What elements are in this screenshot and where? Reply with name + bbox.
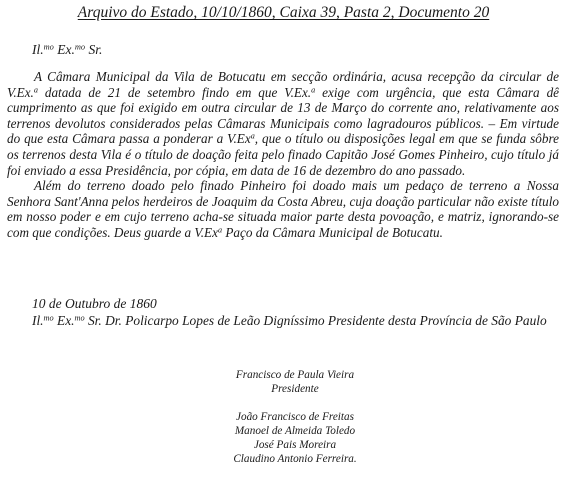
document-title: Arquivo do Estado, 10/10/1860, Caixa 39, Pasta 2, Documento 20 bbox=[77, 4, 490, 21]
signature-member: Claudino Antonio Ferreira. bbox=[233, 453, 357, 465]
letter-body bbox=[7, 69, 559, 241]
signature-member: José Pais Moreira bbox=[253, 439, 337, 451]
signature-member: Manoel de Almeida Toledo bbox=[234, 425, 356, 437]
signature-block bbox=[150, 368, 440, 466]
paragraph-1: A Câmara Municipal da Vila de Botucatu em secção ordinária, acusa recepção da circular de V.Ex.$^a$ datada de 21 de setembro findo em que V.Ex.$^a$ exige com urgência, que esta Câmara dê cumprimento as que foi exigido em outra circular de 13 de Março do corrente ano, relativamente aos terrenos devolutos considerados pelas Câmaras Municipais como lagradouros públicos. – Em virtude do que esta Câmara passa a ponderar a V.Ex$^a$, que o título ou disposições legal em que se funda sôbre os terrenos desta Vila é o título de doação feita pelo finado Capitão José Gomes Pinheiro, cujo título já foi enviado a essa Presidência, por cópia, em data de 16 de dezembro do ano passado. bbox=[7, 69, 560, 178]
signature-president-title: Presidente bbox=[271, 383, 319, 395]
signature-president-name: Francisco de Paula Vieira bbox=[235, 369, 355, 381]
addressee-line: Il.$^{mo}$ Ex.$^{mo}$ Sr. Dr. Policarpo Lopes de Leão Digníssimo Presidente desta Província de São Paulo bbox=[32, 313, 547, 328]
letter-date: 10 de Outubro de 1860 bbox=[32, 296, 157, 311]
paragraph-2: Além do terreno doado pelo finado Pinheiro foi doado mais um pedaço de terreno a Nossa Senhora Sant'Anna pelos herdeiros de Joaquim da Costa Abreu, cuja doação particular não existe título em nosso poder e em cujo terreno acha-se situada maior parte desta povoação, e matriz, ignorando-se com que condições. Deus guarde a V.Ex$^a$ Paço da Câmara Municipal de Botucatu. bbox=[7, 178, 559, 240]
signature-spacer bbox=[150, 396, 440, 410]
signature-member: João Francisco de Freitas bbox=[236, 411, 354, 423]
salutation: Il.$^{mo}$ Ex.$^{mo}$ Sr. bbox=[32, 42, 103, 57]
